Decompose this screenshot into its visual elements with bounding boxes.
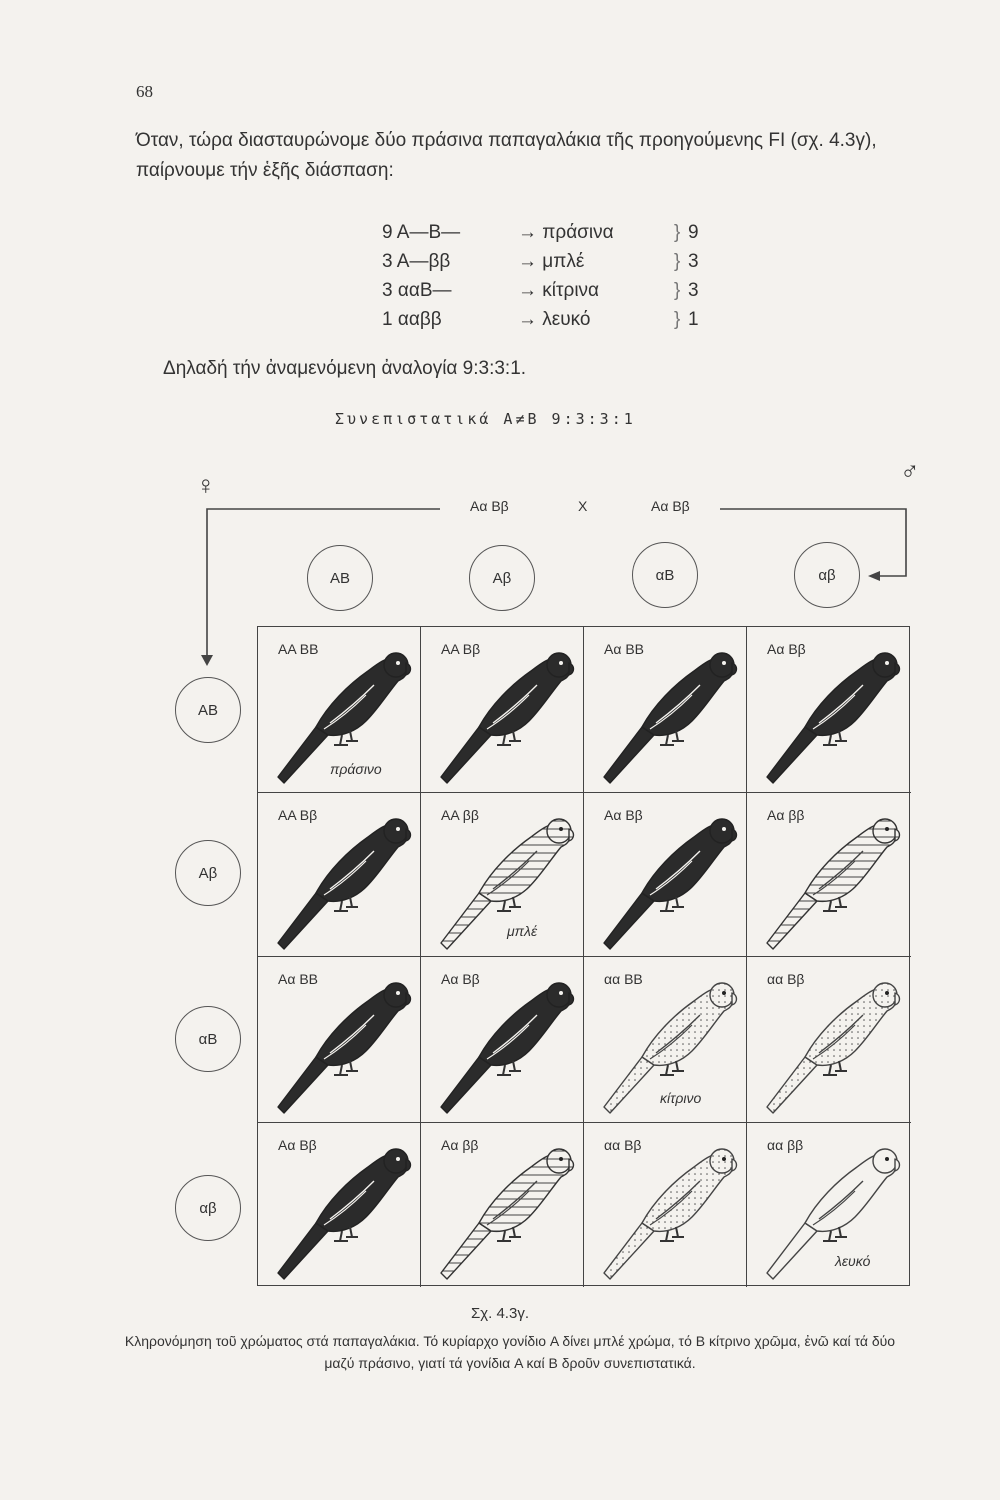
punnett-cell	[747, 627, 911, 793]
punnett-cell	[584, 627, 747, 793]
punnett-cell	[421, 793, 584, 957]
cell-genotype: AA Bβ	[441, 641, 481, 657]
punnett-cell	[747, 793, 911, 957]
ratio-genotype: 1 ααββ	[382, 309, 442, 330]
gamete-top	[307, 545, 373, 611]
punnett-cell	[258, 793, 421, 957]
phenotype-label: μπλέ	[507, 923, 538, 939]
punnett-cell	[747, 957, 911, 1123]
ratio-count: 3	[688, 251, 699, 272]
ratio-phenotype: → κίτρινα	[518, 280, 600, 301]
punnett-cell	[584, 793, 747, 957]
cell-genotype: Aα Bβ	[767, 641, 806, 657]
cell-genotype: AA ββ	[441, 807, 479, 823]
gamete-left	[175, 1175, 241, 1241]
cell-genotype: αα Bβ	[604, 1137, 642, 1153]
figure-caption-title: Σχ. 4.3γ.	[470, 1305, 529, 1322]
cell-genotype: Aα Bβ	[278, 1137, 317, 1153]
gamete-left	[175, 677, 241, 743]
cell-genotype: αα ββ	[767, 1137, 804, 1153]
parakeet-icon	[421, 1123, 584, 1287]
parent1-genotype: Aα Bβ	[470, 498, 509, 514]
parakeet-icon	[421, 627, 584, 793]
parakeet-icon	[258, 1123, 421, 1287]
cell-genotype: AA Bβ	[278, 807, 318, 823]
cell-genotype: Aα BB	[604, 641, 644, 657]
cell-genotype: Aα BB	[278, 971, 318, 987]
ratio-count: 9	[688, 222, 699, 243]
summary-line: Δηλαδή τήν ἀναμενόμενη ἀναλογία 9:3:3:1.	[163, 358, 527, 379]
ratio-count: 3	[688, 280, 699, 301]
gamete-left	[175, 1006, 241, 1072]
ratio-genotype: 3 A—ββ	[382, 251, 451, 272]
cell-genotype: Aα Bβ	[441, 971, 480, 987]
gamete-label: αB	[655, 566, 675, 584]
phenotype-label: κίτρινο	[660, 1090, 702, 1106]
intro-paragraph: Όταν, τώρα διασταυρώνομε δύο πράσινα παπαγαλάκια τῆς προηγούμενης FI (σχ. 4.3γ), παίρνουμε τήν ἑξῆς διάσπαση:	[136, 130, 877, 181]
parakeet-icon	[258, 793, 421, 957]
gamete-label: AB	[197, 701, 218, 719]
gamete-left	[175, 840, 241, 906]
gamete-label: αB	[198, 1030, 218, 1048]
ratio-genotype: 3 ααB—	[382, 280, 452, 301]
cell-genotype: αα BB	[604, 971, 643, 987]
gamete-label: Aβ	[198, 864, 218, 882]
parakeet-icon	[747, 793, 910, 957]
parakeet-icon	[747, 627, 910, 793]
gamete-top	[794, 542, 860, 608]
punnett-cell	[258, 627, 421, 793]
punnett-cell	[258, 957, 421, 1123]
parakeet-icon	[584, 793, 747, 957]
ratio-phenotype: → πράσινα	[518, 222, 614, 243]
punnett-cell	[421, 1123, 584, 1287]
parakeet-icon	[421, 957, 584, 1123]
parakeet-icon	[584, 627, 747, 793]
gamete-label: αβ	[818, 566, 836, 584]
gamete-top	[632, 542, 698, 608]
punnett-cell	[421, 627, 584, 793]
punnett-cell	[584, 957, 747, 1123]
female-symbol: ♀	[196, 470, 216, 500]
handwritten-note: Συνεπιστατικά A≠B 9:3:3:1	[335, 410, 636, 428]
punnett-cell	[584, 1123, 747, 1287]
cell-genotype: Aα ββ	[441, 1137, 479, 1153]
parent2-genotype: Aα Bβ	[651, 498, 690, 514]
brace-icon: }	[674, 222, 681, 243]
cell-genotype: Aα ββ	[767, 807, 805, 823]
punnett-cell	[747, 1123, 911, 1287]
parakeet-icon	[421, 793, 584, 957]
page-number: 68	[136, 82, 153, 101]
gamete-label: αβ	[199, 1199, 217, 1217]
phenotype-label: πράσινο	[330, 761, 382, 777]
figure-caption-text: Κληρονόμηση τοῦ χρώματος στά παπαγαλάκια. Τό κυρίαρχο γονίδιο A δίνει μπλέ χρώμα, τό B κίτρινο χρῶμα, ἐνῶ καί τά δύο μαζύ πράσινο, γιατί τά γονίδια A καί B δροῦν συνεπιστατικά.	[124, 1333, 896, 1371]
arrow-left-icon	[868, 571, 880, 581]
punnett-cell	[421, 957, 584, 1123]
brace-icon: }	[674, 309, 681, 330]
cross-times: X	[578, 498, 588, 514]
ratio-count: 1	[688, 309, 699, 330]
ratio-phenotype: → μπλέ	[518, 251, 585, 272]
punnett-cell	[258, 1123, 421, 1287]
parakeet-icon	[747, 1123, 910, 1287]
cell-genotype: AA BB	[278, 641, 319, 657]
parakeet-icon	[258, 957, 421, 1123]
ratio-genotype: 9 A—B—	[382, 222, 461, 243]
parakeet-icon	[747, 957, 910, 1123]
gamete-top	[469, 545, 535, 611]
punnett-square	[257, 626, 910, 1286]
phenotype-label: λευκό	[835, 1253, 871, 1269]
ratio-phenotype: → λευκό	[518, 309, 591, 330]
gamete-label: Aβ	[492, 569, 512, 587]
male-symbol: ♂	[900, 456, 920, 486]
cell-genotype: αα Bβ	[767, 971, 805, 987]
brace-icon: }	[674, 280, 681, 301]
arrow-down-icon	[201, 655, 213, 666]
parakeet-icon	[584, 1123, 747, 1287]
gamete-label: AB	[329, 569, 350, 587]
cell-genotype: Aα Bβ	[604, 807, 643, 823]
brace-icon: }	[674, 251, 681, 272]
